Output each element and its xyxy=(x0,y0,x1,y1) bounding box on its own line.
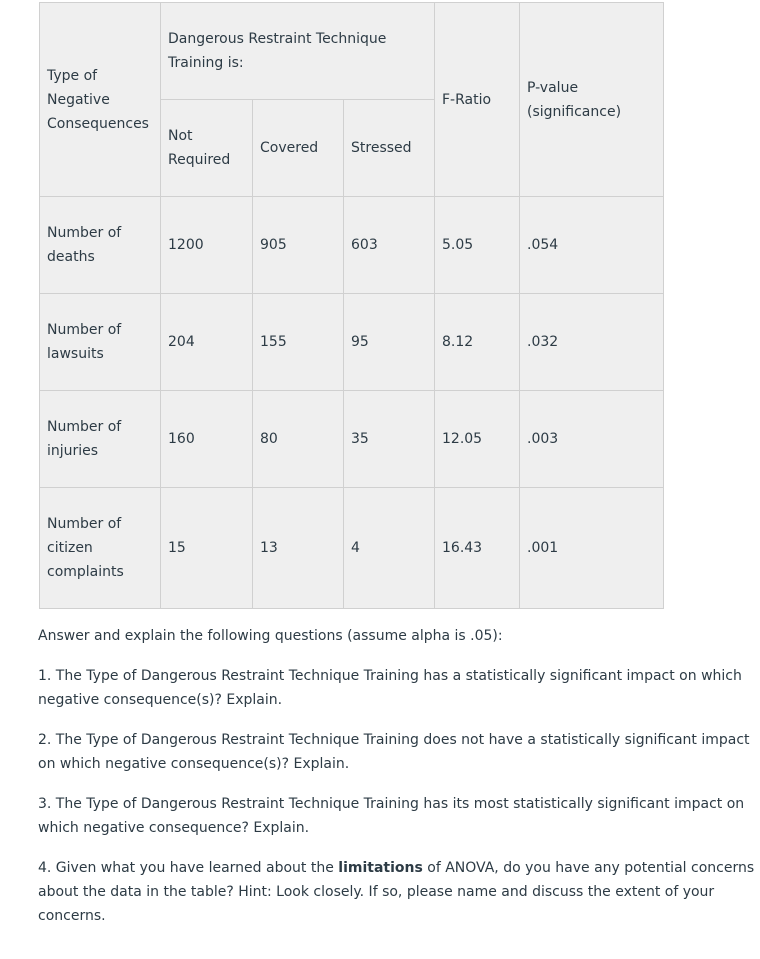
cell-covered: 905 xyxy=(253,197,344,294)
question-3: 3. The Type of Dangerous Restraint Technique Training has its most statistically significant impact on which negative consequence? Explain. xyxy=(38,796,745,836)
cell-f-ratio: 5.05 xyxy=(435,197,520,294)
table-row xyxy=(40,197,664,294)
table-row xyxy=(40,391,664,488)
anova-results-table xyxy=(39,2,664,609)
header-f-ratio: F-Ratio xyxy=(435,3,520,197)
cell-p-value: .032 xyxy=(520,294,664,391)
question-4 xyxy=(38,856,756,928)
cell-stressed: 35 xyxy=(344,391,435,488)
header-p-value: P-value (significance) xyxy=(520,3,664,197)
question-4-emphasis: limitations xyxy=(338,860,423,876)
row-label: Number of injuries xyxy=(40,391,161,488)
cell-p-value: .054 xyxy=(520,197,664,294)
header-covered: Covered xyxy=(253,100,344,197)
table-row xyxy=(40,294,664,391)
instructions-text: Answer and explain the following questions (assume alpha is .05): xyxy=(38,628,503,644)
question-2: 2. The Type of Dangerous Restraint Technique Training does not have a statistically significant impact on which negative consequence(s)? Explain. xyxy=(38,732,750,772)
header-stressed: Stressed xyxy=(344,100,435,197)
cell-p-value: .003 xyxy=(520,391,664,488)
cell-not-required: 1200 xyxy=(161,197,253,294)
cell-not-required: 15 xyxy=(161,488,253,609)
cell-stressed: 603 xyxy=(344,197,435,294)
cell-not-required: 204 xyxy=(161,294,253,391)
cell-f-ratio: 8.12 xyxy=(435,294,520,391)
cell-stressed: 4 xyxy=(344,488,435,609)
cell-covered: 80 xyxy=(253,391,344,488)
cell-f-ratio: 16.43 xyxy=(435,488,520,609)
cell-covered: 155 xyxy=(253,294,344,391)
row-label: Number of deaths xyxy=(40,197,161,294)
cell-p-value: .001 xyxy=(520,488,664,609)
question-4-text-end: of ANOVA, do you have any potential concerns about the data in the table? Hint: Look closely. If so, please name and discuss the extent of your concerns. xyxy=(38,860,755,924)
header-type-of-consequences: Type of Negative Consequences xyxy=(40,3,161,197)
cell-f-ratio: 12.05 xyxy=(435,391,520,488)
row-label: Number of lawsuits xyxy=(40,294,161,391)
table-row xyxy=(40,488,664,609)
question-4-text-start: 4. Given what you have learned about the xyxy=(38,860,339,876)
cell-stressed: 95 xyxy=(344,294,435,391)
questions-section xyxy=(38,624,756,944)
cell-covered: 13 xyxy=(253,488,344,609)
header-not-required: Not Required xyxy=(161,100,253,197)
question-1: 1. The Type of Dangerous Restraint Technique Training has a statistically significant impact on which negative consequence(s)? Explain. xyxy=(38,668,742,708)
row-label: Number of citizen complaints xyxy=(40,488,161,609)
cell-not-required: 160 xyxy=(161,391,253,488)
header-training-group: Dangerous Restraint Technique Training is: xyxy=(161,3,435,100)
